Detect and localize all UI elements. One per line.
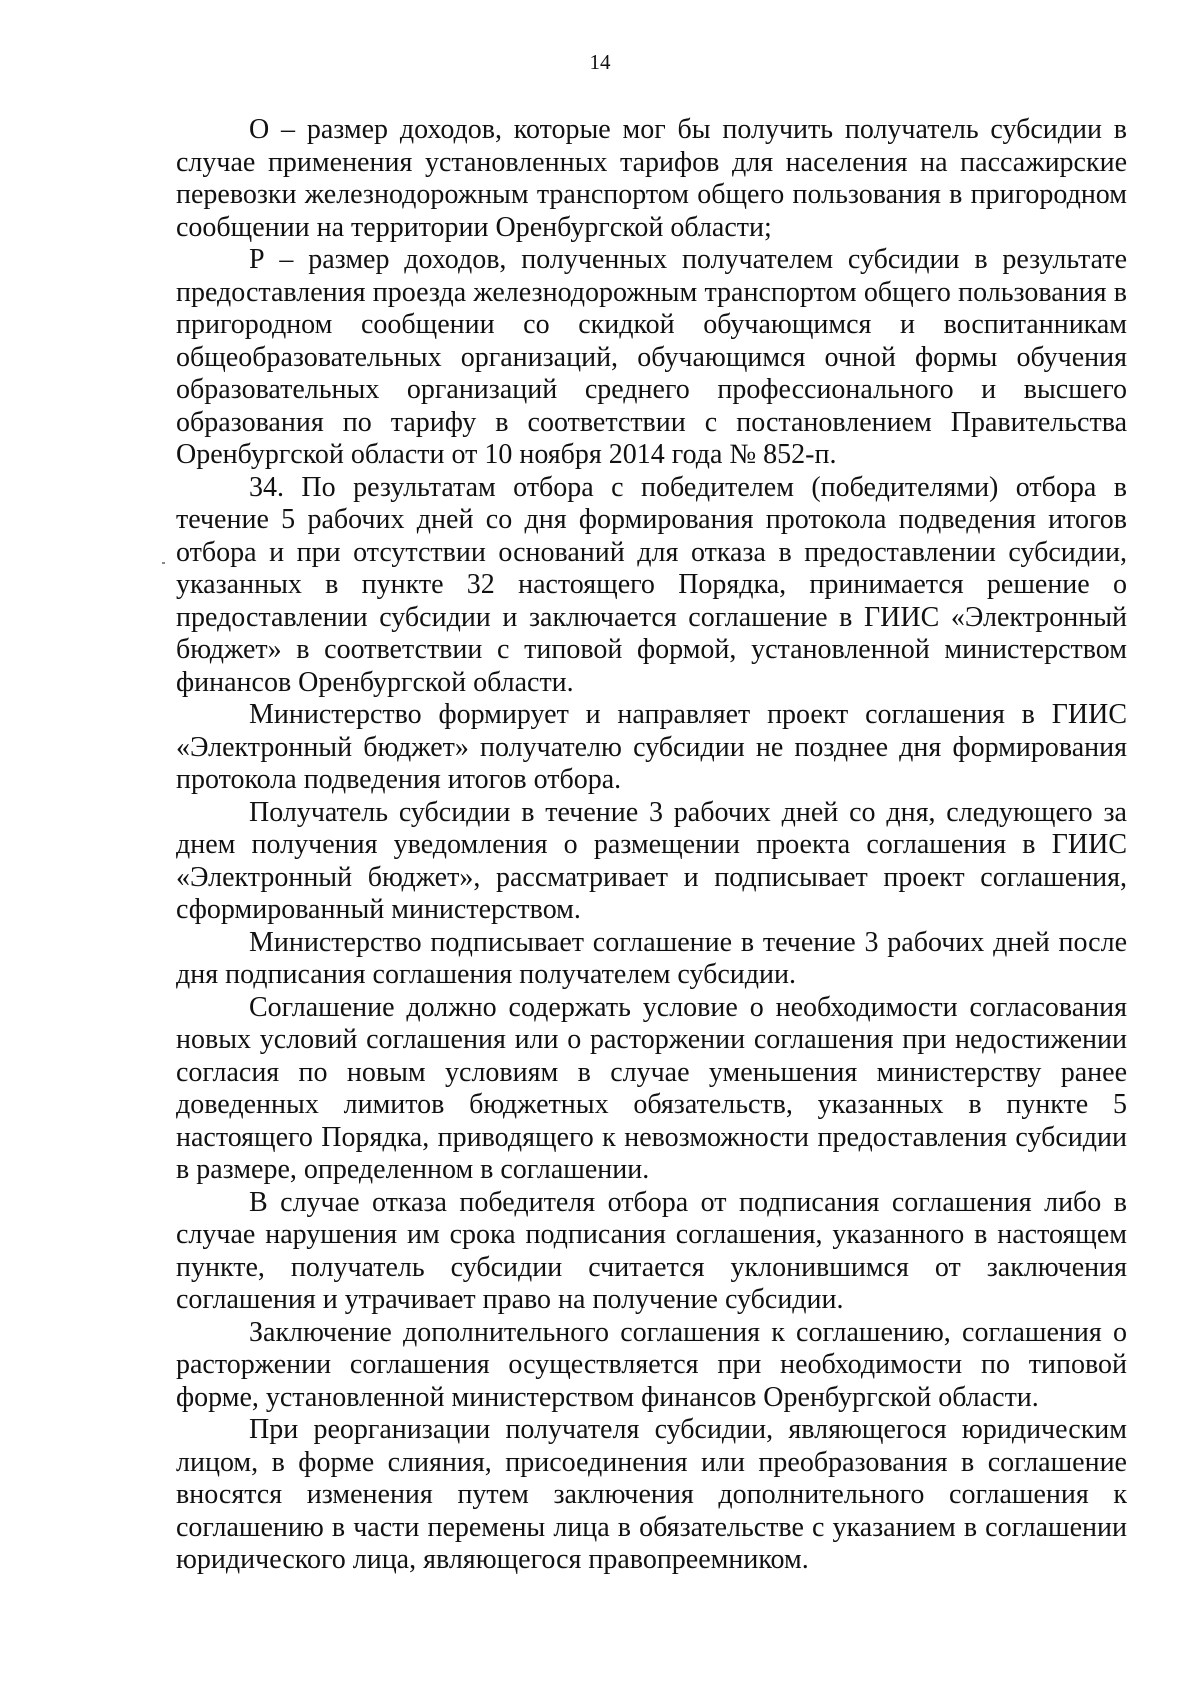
paragraph-reorganization: При реорганизации получателя субсидии, являющегося юридическим лицом, в форме слияния, присоединения или преобразования в соглашение вносятся изменения путем заключения дополнительного соглашения к соглашению в части перемены лица в обязательстве с указанием в соглашении юридического лица, являющегося правопреемником. bbox=[176, 1414, 1127, 1575]
paragraph-recipient-signs: Получатель субсидии в течение 3 рабочих дней со дня, следующего за днем получения уведомления о размещении проекта соглашения в ГИИС «Электронный бюджет», рассматривает и подписывает проект соглашения, сформированный министерством. bbox=[176, 796, 1127, 925]
document-body bbox=[176, 114, 1127, 1577]
paragraph-ministry-signs: Министерство подписывает соглашение в течение 3 рабочих дней после дня подписания соглашения получателем субсидии. bbox=[176, 926, 1127, 990]
paragraph-p-definition: Р – размер доходов, полученных получателем субсидии в результате предоставления проезда железнодорожным транспортом общего пользования в пригородном сообщении со скидкой обучающимся и воспитанникам общеобразовательных организаций, обучающимся очной формы обучения образовательных организаций среднего профессионального и высшего образования по тарифу в соответствии с постановлением Правительства Оренбургской области от 10 ноября 2014 года № 852-п. bbox=[176, 244, 1127, 470]
page-number: 14 bbox=[589, 50, 611, 74]
paragraph-additional-agreement: Заключение дополнительного соглашения к соглашению, соглашения о расторжении соглашения осуществляется при необходимости по типовой форме, установленной министерством финансов Оренбургской области. bbox=[176, 1316, 1127, 1413]
paragraph-agreement-conditions: Соглашение должно содержать условие о необходимости согласования новых условий соглашения или о расторжении соглашения при недостижении согласия по новым условиям в случае уменьшения министерству ранее доведенных лимитов бюджетных обязательств, указанных в пункте 5 настоящего Порядка, приводящего к невозможности предоставления субсидии в размере, определенном в соглашении. bbox=[176, 991, 1127, 1185]
paragraph-refusal-to-sign: В случае отказа победителя отбора от подписания соглашения либо в случае нарушения им срока подписания соглашения, указанного в настоящем пункте, получатель субсидии считается уклонившимся от заключения соглашения и утрачивает право на получение субсидии. bbox=[176, 1186, 1127, 1315]
paragraph-item-34: 34. По результатам отбора с победителем (победителями) отбора в течение 5 рабочих дней со дня формирования протокола подведения итогов отбора и при отсутствии оснований для отказа в предоставлении субсидии, указанных в пункте 32 настоящего Порядка, принимается решение о предоставлении субсидии и заключается соглашение в ГИИС «Электронный бюджет» в соответствии с типовой формой, установленной министерством финансов Оренбургской области. bbox=[176, 471, 1127, 698]
scan-artifact-mark bbox=[162, 562, 165, 564]
paragraph-ministry-forms-draft: Министерство формирует и направляет проект соглашения в ГИИС «Электронный бюджет» получателю субсидии не позднее дня формирования протокола подведения итогов отбора. bbox=[176, 699, 1127, 795]
paragraph-o-definition: О – размер доходов, которые мог бы получить получатель субсидии в случае применения установленных тарифов для населения на пассажирские перевозки железнодорожным транспортом общего пользования в пригородном сообщении на территории Оренбургской области; bbox=[176, 114, 1127, 243]
